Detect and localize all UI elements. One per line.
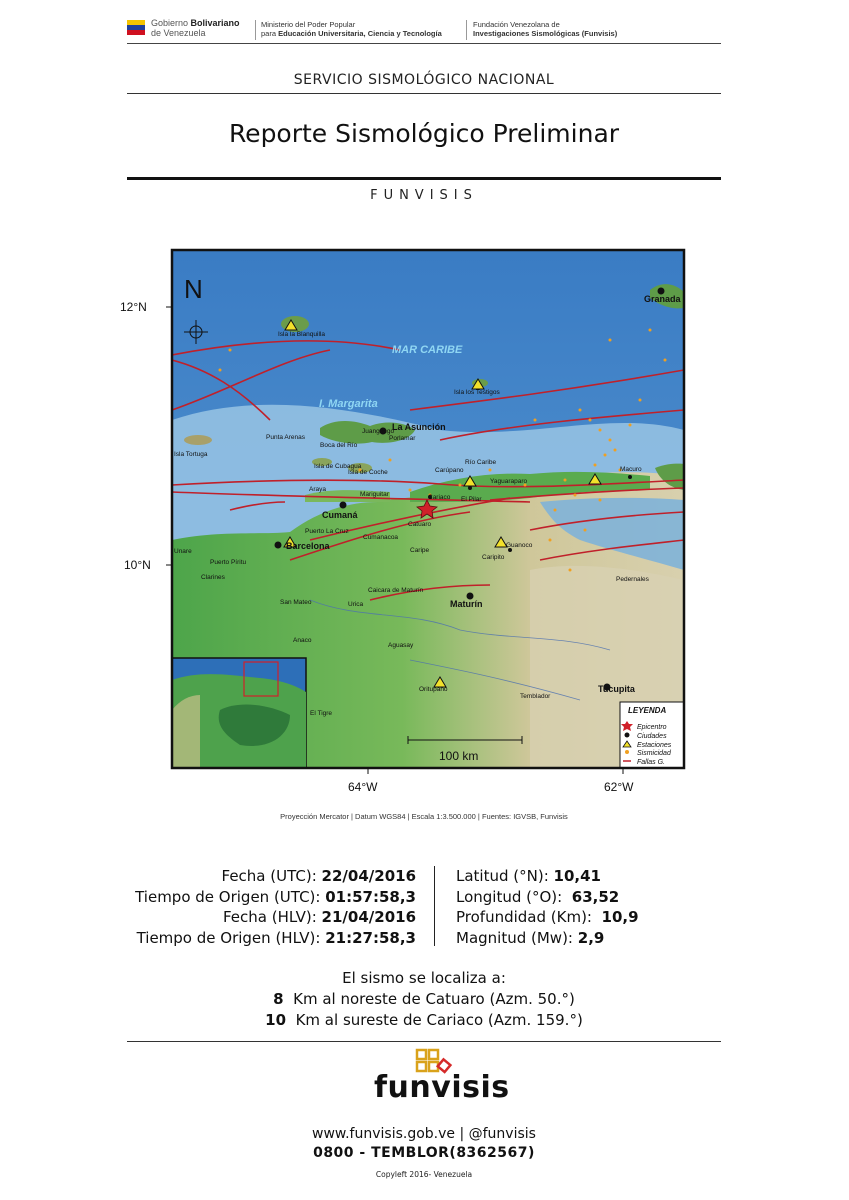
lat-label-12n: 12°N [120, 300, 147, 314]
legend-label-fallas: Fallas G. [637, 759, 666, 766]
ministry-name: Ministerio del Poder Popular para Educación Universitaria, Ciencia y Tecnología [261, 20, 442, 38]
service-heading: SERVICIO SISMOLÓGICO NACIONAL [293, 72, 555, 88]
place-label: Pedernales [616, 576, 649, 583]
footer-rule [127, 1041, 721, 1042]
page-title: Reporte Sismológico Preliminar [228, 119, 620, 148]
magnitud-row: Magnitud (Mw): 2,9 [456, 928, 605, 947]
place-label: Araya [309, 486, 326, 493]
place-label: Isla los Testigos [454, 389, 500, 396]
legend-label-sismicidad: Sismicidad [637, 750, 671, 757]
place-label: Puerto La Cruz [305, 528, 349, 535]
funvisis-logo-text: funvisis [374, 1070, 510, 1105]
fecha-hlv-row: Fecha (HLV): 21/04/2016 [223, 908, 416, 926]
place-label: Boca del Río [320, 442, 358, 449]
place-label: San Mateo [280, 599, 312, 606]
place-label: Aguasay [388, 642, 414, 649]
header-divider [255, 20, 256, 40]
origen-utc-row: Tiempo de Origen (UTC): 01:57:58,3 [135, 887, 416, 906]
profundidad-row: Profundidad (Km): 10,9 [456, 908, 639, 926]
city-label: Tucupita [598, 684, 635, 694]
organization-name: FUNVISIS [370, 188, 478, 203]
place-label: Guanoco [506, 542, 533, 549]
government-header [127, 14, 721, 44]
legend-label-ciudades: Ciudades [637, 733, 667, 740]
city-label: Maturín [450, 599, 483, 609]
location-ref-2: 10 Km al sureste de Cariaco (Azm. 159.°) [265, 1011, 583, 1029]
foundation-name: Fundación Venezolana de Investigaciones Sismológicas (Funvisis) [473, 20, 618, 38]
place-label: Punta Arenas [266, 434, 306, 441]
city-label: Barcelona [286, 541, 330, 551]
place-label: Temblador [520, 693, 551, 700]
header-rule [127, 43, 721, 44]
place-label: Isla de Coche [348, 469, 388, 476]
origen-hlv-row: Tiempo de Origen (HLV): 21:27:58,3 [136, 928, 416, 947]
place-label: Isla la Blanquilla [278, 331, 325, 338]
location-intro: El sismo se localiza a: [342, 969, 506, 987]
place-label: Caripito [482, 554, 505, 561]
copyright: Copyleft 2016- Venezuela [375, 1170, 473, 1179]
header-divider [466, 20, 467, 40]
place-label: Río Caribe [465, 459, 497, 466]
legend-title: LEYENDA [628, 706, 667, 715]
info-divider [434, 866, 435, 946]
place-label: Yaguaraparo [490, 478, 528, 485]
island-label: I. Margarita [319, 398, 378, 410]
map-canvas [110, 240, 710, 800]
place-label: Oritupano [419, 686, 448, 693]
seismic-map [110, 240, 710, 800]
place-label: Cumanacoa [363, 534, 399, 541]
government-name: Gobierno Bolivariano de Venezuela [151, 18, 240, 38]
legend-label-estaciones: Estaciones [637, 742, 672, 749]
place-label: Isla Tortuga [174, 451, 208, 458]
city-label: Cumaná [322, 510, 358, 520]
place-label: Puerto Píritu [210, 559, 247, 566]
place-label: Urica [348, 601, 364, 608]
place-label: Unare [174, 548, 192, 555]
lon-label-64w: 64°W [348, 780, 378, 794]
location-description [127, 968, 721, 1031]
city-label: La Asunción [392, 422, 446, 432]
place-label: Catuaro [408, 521, 432, 528]
place-label: Mariguitar [360, 491, 389, 498]
website-and-social[interactable]: www.funvisis.gob.ve | @funvisis [312, 1126, 536, 1142]
sea-label: MAR CARIBE [392, 344, 463, 356]
place-label: Porlamar [389, 435, 416, 442]
city-label: Granada [644, 294, 681, 304]
place-label: El Pilar [461, 496, 482, 503]
divider [127, 93, 721, 94]
place-label: Juangriego [362, 428, 395, 435]
place-label: Caicara de Maturín [368, 587, 424, 594]
phone-number: 0800 - TEMBLOR(8362567) [313, 1145, 535, 1161]
place-label: Clarines [201, 574, 225, 581]
lon-label-62w: 62°W [604, 780, 634, 794]
place-label: Macuro [620, 466, 642, 473]
map-caption: Proyección Mercator | Datum WGS84 | Escala 1:3.500.000 | Fuentes: IGVSB, Funvisis [280, 812, 568, 821]
place-label: El Tigre [310, 710, 333, 717]
place-label: Anaco [293, 637, 312, 644]
place-label: Isla de Cubagua [314, 463, 362, 470]
latitud-row: Latitud (°N): 10,41 [456, 867, 601, 885]
fecha-utc-row: Fecha (UTC): 22/04/2016 [221, 867, 416, 885]
inset-map [172, 658, 306, 768]
venezuela-flag-icon [127, 18, 145, 36]
scale-label: 100 km [439, 749, 479, 763]
legend-label-epicentro: Epicentro [637, 724, 667, 731]
place-label: Cariaco [428, 494, 451, 501]
lat-label-10n: 10°N [124, 558, 151, 572]
place-label: Carúpano [435, 467, 464, 474]
north-label: N [184, 274, 203, 304]
place-label: Caripe [410, 547, 430, 554]
event-time-info [80, 866, 416, 948]
event-location-info [456, 866, 756, 948]
location-ref-1: 8 Km al noreste de Catuaro (Azm. 50.°) [273, 990, 575, 1008]
title-rule [127, 177, 721, 180]
longitud-row: Longitud (°O): 63,52 [456, 887, 620, 906]
